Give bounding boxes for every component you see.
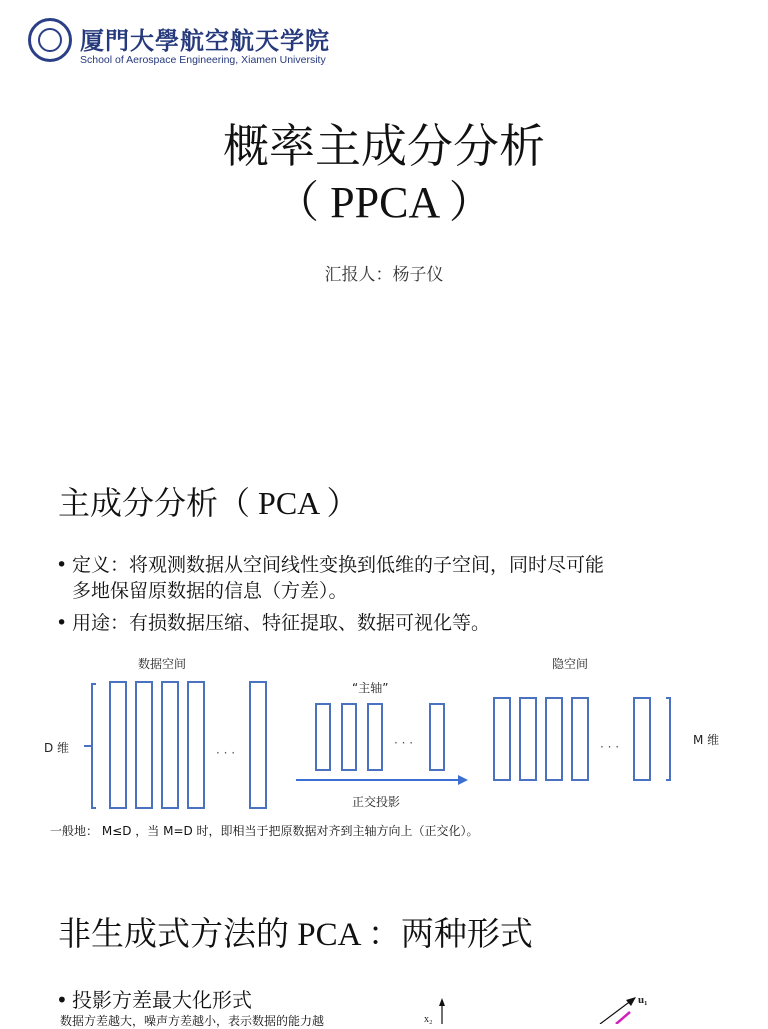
orthogonal-projection-label: 正交投影 <box>352 795 401 809</box>
section2-heading-en: PCA <box>289 917 368 953</box>
x2-axis-label: x₂ <box>424 1014 433 1025</box>
principal-axis-label: “主轴” <box>352 681 389 695</box>
magenta-segment <box>616 1012 630 1024</box>
m-dimension-label: M 维 <box>693 733 720 747</box>
bullet-definition <box>56 550 604 577</box>
axis-ellipsis: · · · <box>394 736 414 750</box>
bullet-max-variance <box>56 984 252 1013</box>
section2-heading-cn1: 非生成式方法的 <box>58 914 289 953</box>
principal-axis-columns <box>316 704 444 770</box>
d-dimension-label: D 维 <box>44 741 70 755</box>
data-column <box>110 682 126 808</box>
axis-column <box>368 704 382 770</box>
bullet-dot-icon: • <box>56 554 68 576</box>
slide-subtitle: （ PPCA ） <box>275 178 493 227</box>
y-axis-arrow-icon <box>439 998 445 1006</box>
latent-column <box>520 698 536 780</box>
data-space-bracket <box>92 684 96 808</box>
bullet-max-variance-text: 投影方差最大化形式 <box>72 988 252 1012</box>
latent-column <box>572 698 588 780</box>
bullet-dot-icon: • <box>56 988 68 1012</box>
slide-title: 概率主成分分析 <box>223 119 545 173</box>
axis-column <box>430 704 444 770</box>
latent-ellipsis: · · · <box>600 740 620 754</box>
u1-vector-label: u₁ <box>638 994 648 1006</box>
latent-space-label: 隐空间 <box>552 657 589 671</box>
latent-column <box>634 698 650 780</box>
logo-english-text: School of Aerospace Engineering, Xiamen University <box>80 54 326 66</box>
bullet-definition-line2: 多地保留原数据的信息（方差）。 <box>72 580 348 602</box>
bullet-dot-icon: • <box>56 612 68 634</box>
latent-column <box>546 698 562 780</box>
projection-arrow-head-icon <box>458 775 468 785</box>
university-seal-logo <box>28 18 72 62</box>
axis-column <box>316 704 330 770</box>
latent-space-columns <box>494 698 650 780</box>
bullet-usage <box>56 608 490 635</box>
section-heading-en: PCA <box>250 485 327 521</box>
bullet-usage-text: 用途：有损数据压缩、特征提取、数据可视化等。 <box>72 612 491 634</box>
reporter-name: 汇报人：杨子仪 <box>324 265 444 285</box>
section-heading-two-forms <box>58 908 533 955</box>
axis-column <box>342 704 356 770</box>
section-heading-pca <box>58 478 359 524</box>
data-column <box>250 682 266 808</box>
section-heading-cn: 主成分分析（ <box>58 484 251 522</box>
variance-figure <box>410 990 670 1024</box>
data-column <box>136 682 152 808</box>
section2-heading-cn2: ：两种形式 <box>367 914 533 953</box>
data-column <box>188 682 204 808</box>
latent-column <box>494 698 510 780</box>
bullet-definition-line1: 定义：将观测数据从空间线性变换到低维的子空间，同时尽可能 <box>72 554 605 576</box>
data-column <box>162 682 178 808</box>
logo-chinese-text: 厦門大學航空航天学院 <box>80 26 330 55</box>
general-note: 一般地： M≤D ，当 M=D 时，即相当于把原数据对齐到主轴方向上（正交化）。 <box>50 824 479 838</box>
latent-space-bracket <box>666 698 670 780</box>
data-space-columns <box>110 682 266 808</box>
data-space-label: 数据空间 <box>138 657 187 671</box>
data-ellipsis: · · · <box>216 746 236 760</box>
u1-arrow-icon <box>626 997 636 1006</box>
variance-description-text: 数据方差越大，噪声方差越小，表示数据的能力越 <box>60 1014 325 1028</box>
u1-vector-line <box>600 1000 632 1024</box>
section-heading-close: ） <box>326 484 359 522</box>
